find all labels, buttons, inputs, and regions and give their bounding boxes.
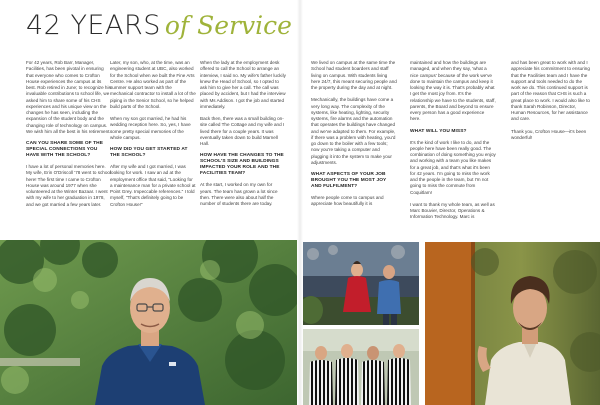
referees-illustration (303, 329, 419, 405)
paragraph: I want to thank my whole team, as well as Marc Bouvier, Director, Operations & Information Technology. Marc is (410, 201, 495, 220)
paragraph: I have a lot of personal memories here. My wife, Erin O'Driscoll '78 went to school here! The first time I came to Crofton House was around 1977 when she volunteered at the Winter Bazaar. I went with my wife to her graduation in 1978, and we got married a few years later. (26, 164, 111, 207)
portrait-photo (0, 240, 297, 405)
paragraph: After my wife and I got married, I was looking for work. I saw an ad at the employment office that said, "Looking for a maintenance man for a private school at Point Grey. Impeccable references." I told myself, "That's definitely going to be Crofton House!" (110, 164, 196, 207)
event-photo (303, 242, 419, 325)
referees-photo (303, 329, 419, 405)
paragraph: When the lady at the employment desk offered to call the School to arrange an interview, I said no. My wife's father luckily knew the Head of School, so I opted to ask him to give her a call. The call was placed by accident, but I had the interview with Ms Addison. I got the job and started immediately. (200, 60, 286, 109)
article-title (26, 10, 292, 50)
paragraph: It's the kind of work I like to do, and the people here have been really good. The combination of doing something you enjoy and working with a team you like makes for a great job, and that's what it's been for 42 years. I'm going to miss the work and the people in the team, but I'm not going to miss the commute from Coquitlam! (410, 139, 496, 195)
portrait-illustration (0, 240, 297, 405)
text-column-5 (410, 60, 496, 227)
paragraph: Where people come to campus and appreciate how beautifully it is (311, 195, 384, 207)
question-heading: WHAT ASPECTS OF YOUR JOB BROUGHT YOU THE MOST JOY AND FULFILMENT? (311, 172, 387, 189)
question-heading: HOW DID YOU GET STARTED AT THE SCHOOL? (110, 147, 188, 158)
text-column-3 (200, 60, 286, 213)
event-illustration (303, 242, 419, 325)
intro-paragraph: For 42 years, Rob Barr, Manager, Facilities, has been pivotal in ensuring that everyone who comes to Crofton House experiences the campus at its best. Rob retired in June; to recognize his invaluable contributions to school life, we asked him to share some of his CHS experiences and his unique view on the changes he has seen, including the expansion of the student body and the changing role of technology on campus. We wish him all the best in his retirement. (26, 60, 111, 134)
paragraph: Mechanically, the buildings have come a very long way. The complexity of the systems, like heating, lighting, security systems, fire alarms and the automation that operates the buildings have changed and we've adapted to them. For example, if there was a problem with heating, you'd go down to the boiler with a few tools; now you're taking a computer and plugging it into the system to make your adjustments. (311, 97, 396, 165)
paragraph: We lived on campus at the same time the School had student boarders and staff living on campus. With students living here 24/7, this meant securing people and the property during the day and at night. (311, 60, 397, 90)
title-script: of Service (164, 11, 292, 40)
paragraph: Back then, there was a small building on-site called The Cottage and my wife and I lived there for a couple years. It was eventually taken down to build Marnell Hall. (200, 116, 285, 146)
text-column-4 (311, 60, 397, 214)
closing-paragraph: Thank you, Crofton House—it's been wonderful! (511, 128, 587, 140)
question-heading: CAN YOU SHARE SOME OF THE SPECIAL CONNECTIONS YOU HAVE WITH THE SCHOOL? (26, 141, 104, 158)
text-column-6 (511, 60, 591, 147)
text-column-2 (110, 60, 196, 214)
paragraph: When my son got married, he had his wedding reception here. So, yes, I have some pretty special memories of the whole campus. (110, 116, 191, 140)
question-heading: WHAT WILL YOU MISS? (410, 128, 467, 134)
paragraph: At the start, I worked on my own for years. The team has grown a lot since then. There were also about half the number of students there are today. (200, 182, 278, 206)
paragraph: and has been great to work with and I appreciate his commitment to ensuring that the Facilities team and I have the support and tools needed to do the work we do. This continued support is part of the reason that CHS is such a great place to work. I would also like to thank Sarah Robinson, Director, Human Resources, for her assistance and care. (511, 60, 590, 122)
vintage-illustration (425, 242, 600, 405)
text-column-1 (26, 60, 112, 214)
paragraph: maintained and how the buildings are managed, and when they say, 'what a nice campus' because of the work we've done to maintain the campus and keep it looking the way it is. That's probably what I get the most joy from. It's the relationship we have to the students, staff, parents, the Board and beyond to ensure every person has a good experience here. (410, 60, 496, 122)
question-heading: HOW HAVE THE CHANGES TO THE SCHOOL'S SIZE AND BUILDINGS IMPACTED YOUR ROLE AND THE FACILITIES TEAM? (200, 153, 284, 177)
paragraph: Later, my son, who, at the time, was an engineering student at UBC, also worked for the School when we built the Fine Arts Centre. He also worked as part of the summer support team with the mechanical contractor to install a lot of the piping in the Senior School, so he helped build parts of the School. (110, 60, 196, 109)
title-main: 42 YEARS (26, 10, 161, 41)
vintage-photo (425, 242, 600, 405)
